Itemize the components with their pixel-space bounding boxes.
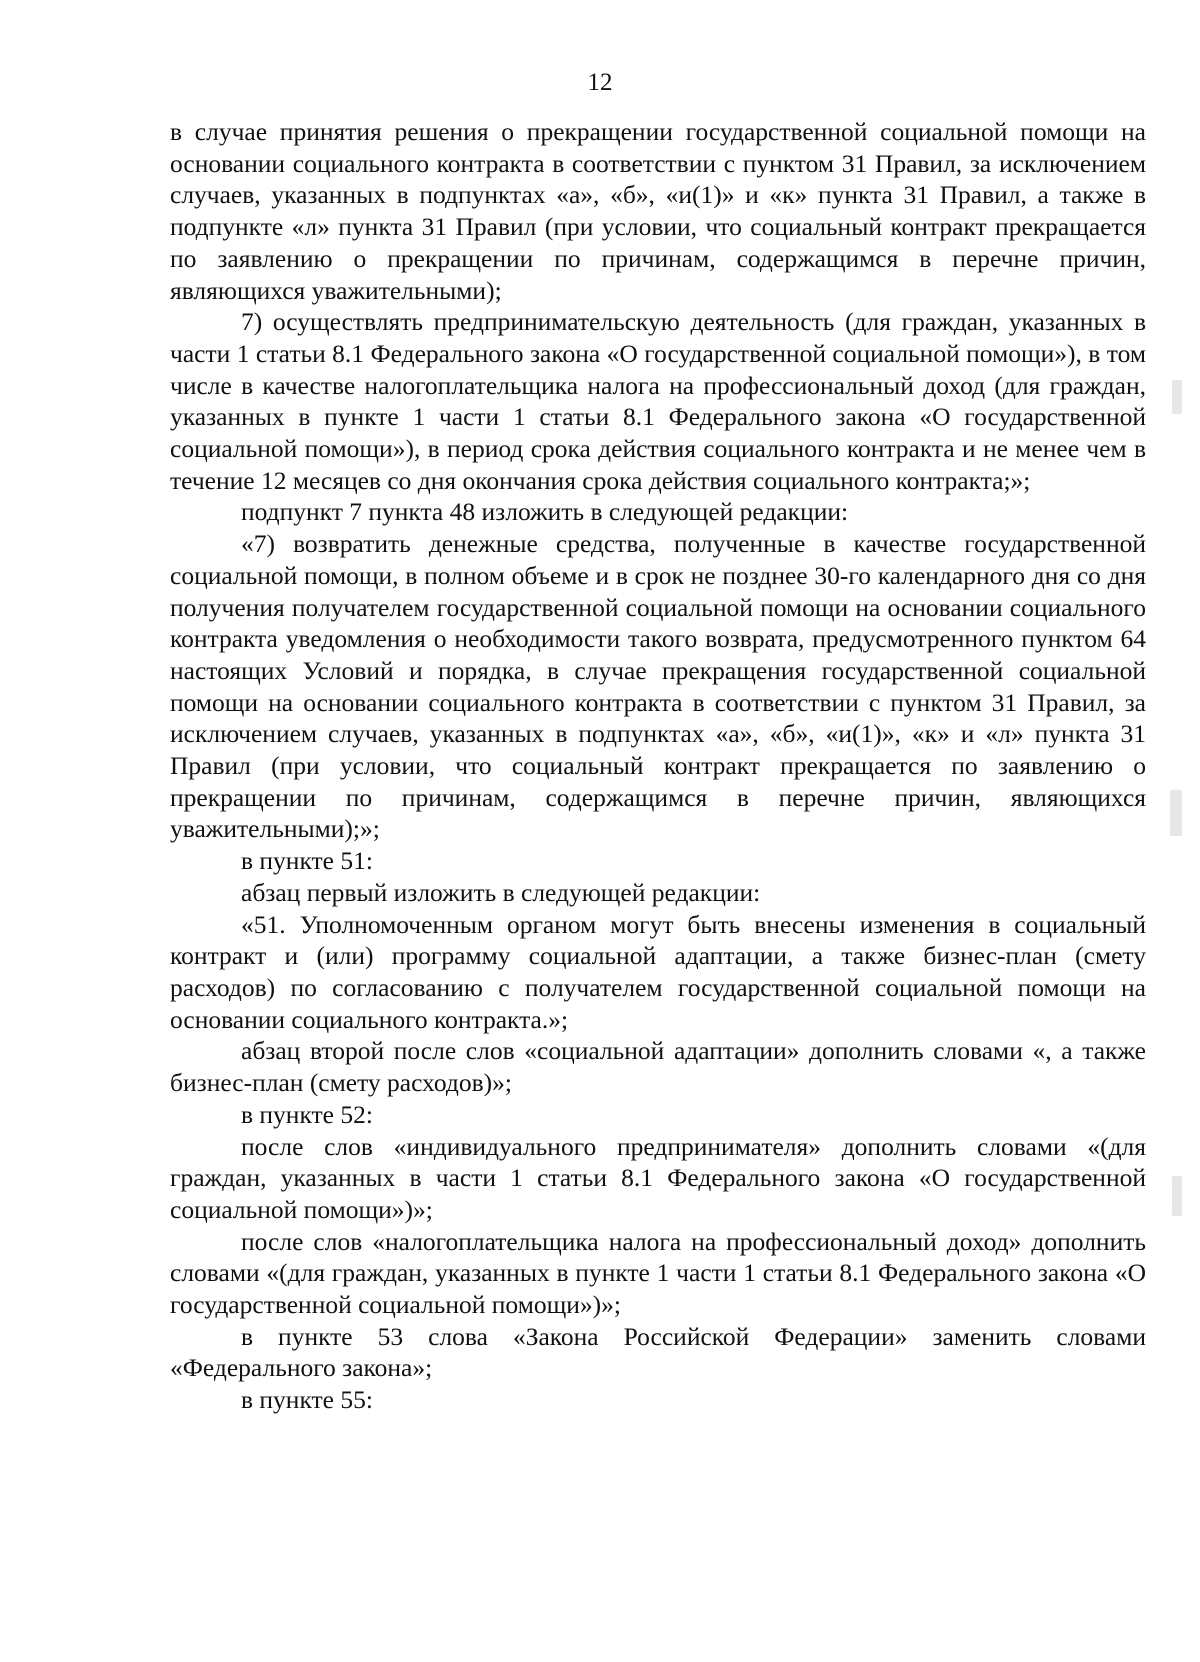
paragraph: «51. Уполномоченным органом могут быть внесены изменения в социальный контракт и (или) программу социальной адаптации, а также бизнес-план (смету расходов) по согласованию с получателем государственной социальной помощи на основании социального контракта.»; — [170, 909, 1146, 1034]
paragraph: в случае принятия решения о прекращении государственной социальной помощи на основании социального контракта в соответствии с пунктом 31 Правил, за исключением случаев, указанных в подпунктах «а», «б», «и(1)» и «к» пункта 31 Правил, а также в подпункте «л» пункта 31 Правил (при условии, что социальный контракт прекращается по заявлению о прекращении по причинам, содержащимся в перечне причин, являющихся уважительными); — [170, 117, 1146, 305]
paragraph: в пункте 51: — [241, 846, 373, 876]
paragraph: после слов «индивидуального предпринимателя» дополнить словами «(для граждан, указанных в части 1 статьи 8.1 Федерального закона «О государственной социальной помощи»)»; — [170, 1131, 1146, 1224]
scan-artifact — [1172, 380, 1182, 414]
page-number: 12 — [587, 69, 613, 96]
paragraph: абзац первый изложить в следующей редакции: — [241, 877, 761, 907]
paragraph: в пункте 52: — [241, 1099, 373, 1129]
paragraph: после слов «налогоплательщика налога на профессиональный доход» дополнить словами «(для граждан, указанных в пункте 1 части 1 статьи 8.1 Федерального закона «О государственной социальной помощи»)»; — [170, 1226, 1146, 1320]
document-body — [170, 116, 1146, 1416]
scan-artifact — [1172, 1176, 1182, 1216]
paragraph: в пункте 53 слова «Закона Российской Федерации» заменить словами «Федерального закона»; — [170, 1321, 1146, 1383]
paragraph: подпункт 7 пункта 48 изложить в следующей редакции: — [241, 497, 849, 527]
paragraph: в пункте 55: — [241, 1385, 373, 1415]
paragraph: 7) осуществлять предпринимательскую деятельность (для граждан, указанных в части 1 статьи 8.1 Федерального закона «О государственной социальной помощи»), в том числе в качестве налогоплательщика налога на профессиональный доход (для граждан, указанных в пункте 1 части 1 статьи 8.1 Федерального закона «О государственной социальной помощи»), в период срока действия социального контракта и не менее чем в течение 12 месяцев со дня окончания срока действия социального контракта;»; — [170, 307, 1146, 495]
paragraph: «7) возвратить денежные средства, полученные в качестве государственной социальной помощи, в полном объеме и в срок не позднее 30-го календарного дня со дня получения получателем государственной социальной помощи на основании социального контракта уведомления о необходимости такого возврата, предусмотренного пунктом 64 настоящих Условий и порядка, в случае прекращения государственной социальной помощи на основании социального контракта в соответствии с пунктом 31 Правил, за исключением случаев, указанных в подпунктах «а», «б», «и(1)», «к» и «л» пункта 31 Правил (при условии, что социальный контракт прекращается по заявлению о прекращении по причинам, содержащимся в перечне причин, являющихся уважительными);»; — [170, 529, 1146, 844]
paragraph: абзац второй после слов «социальной адаптации» дополнить словами «, а также бизнес-план (смету расходов)»; — [170, 1036, 1146, 1098]
scan-artifact — [1170, 790, 1182, 836]
